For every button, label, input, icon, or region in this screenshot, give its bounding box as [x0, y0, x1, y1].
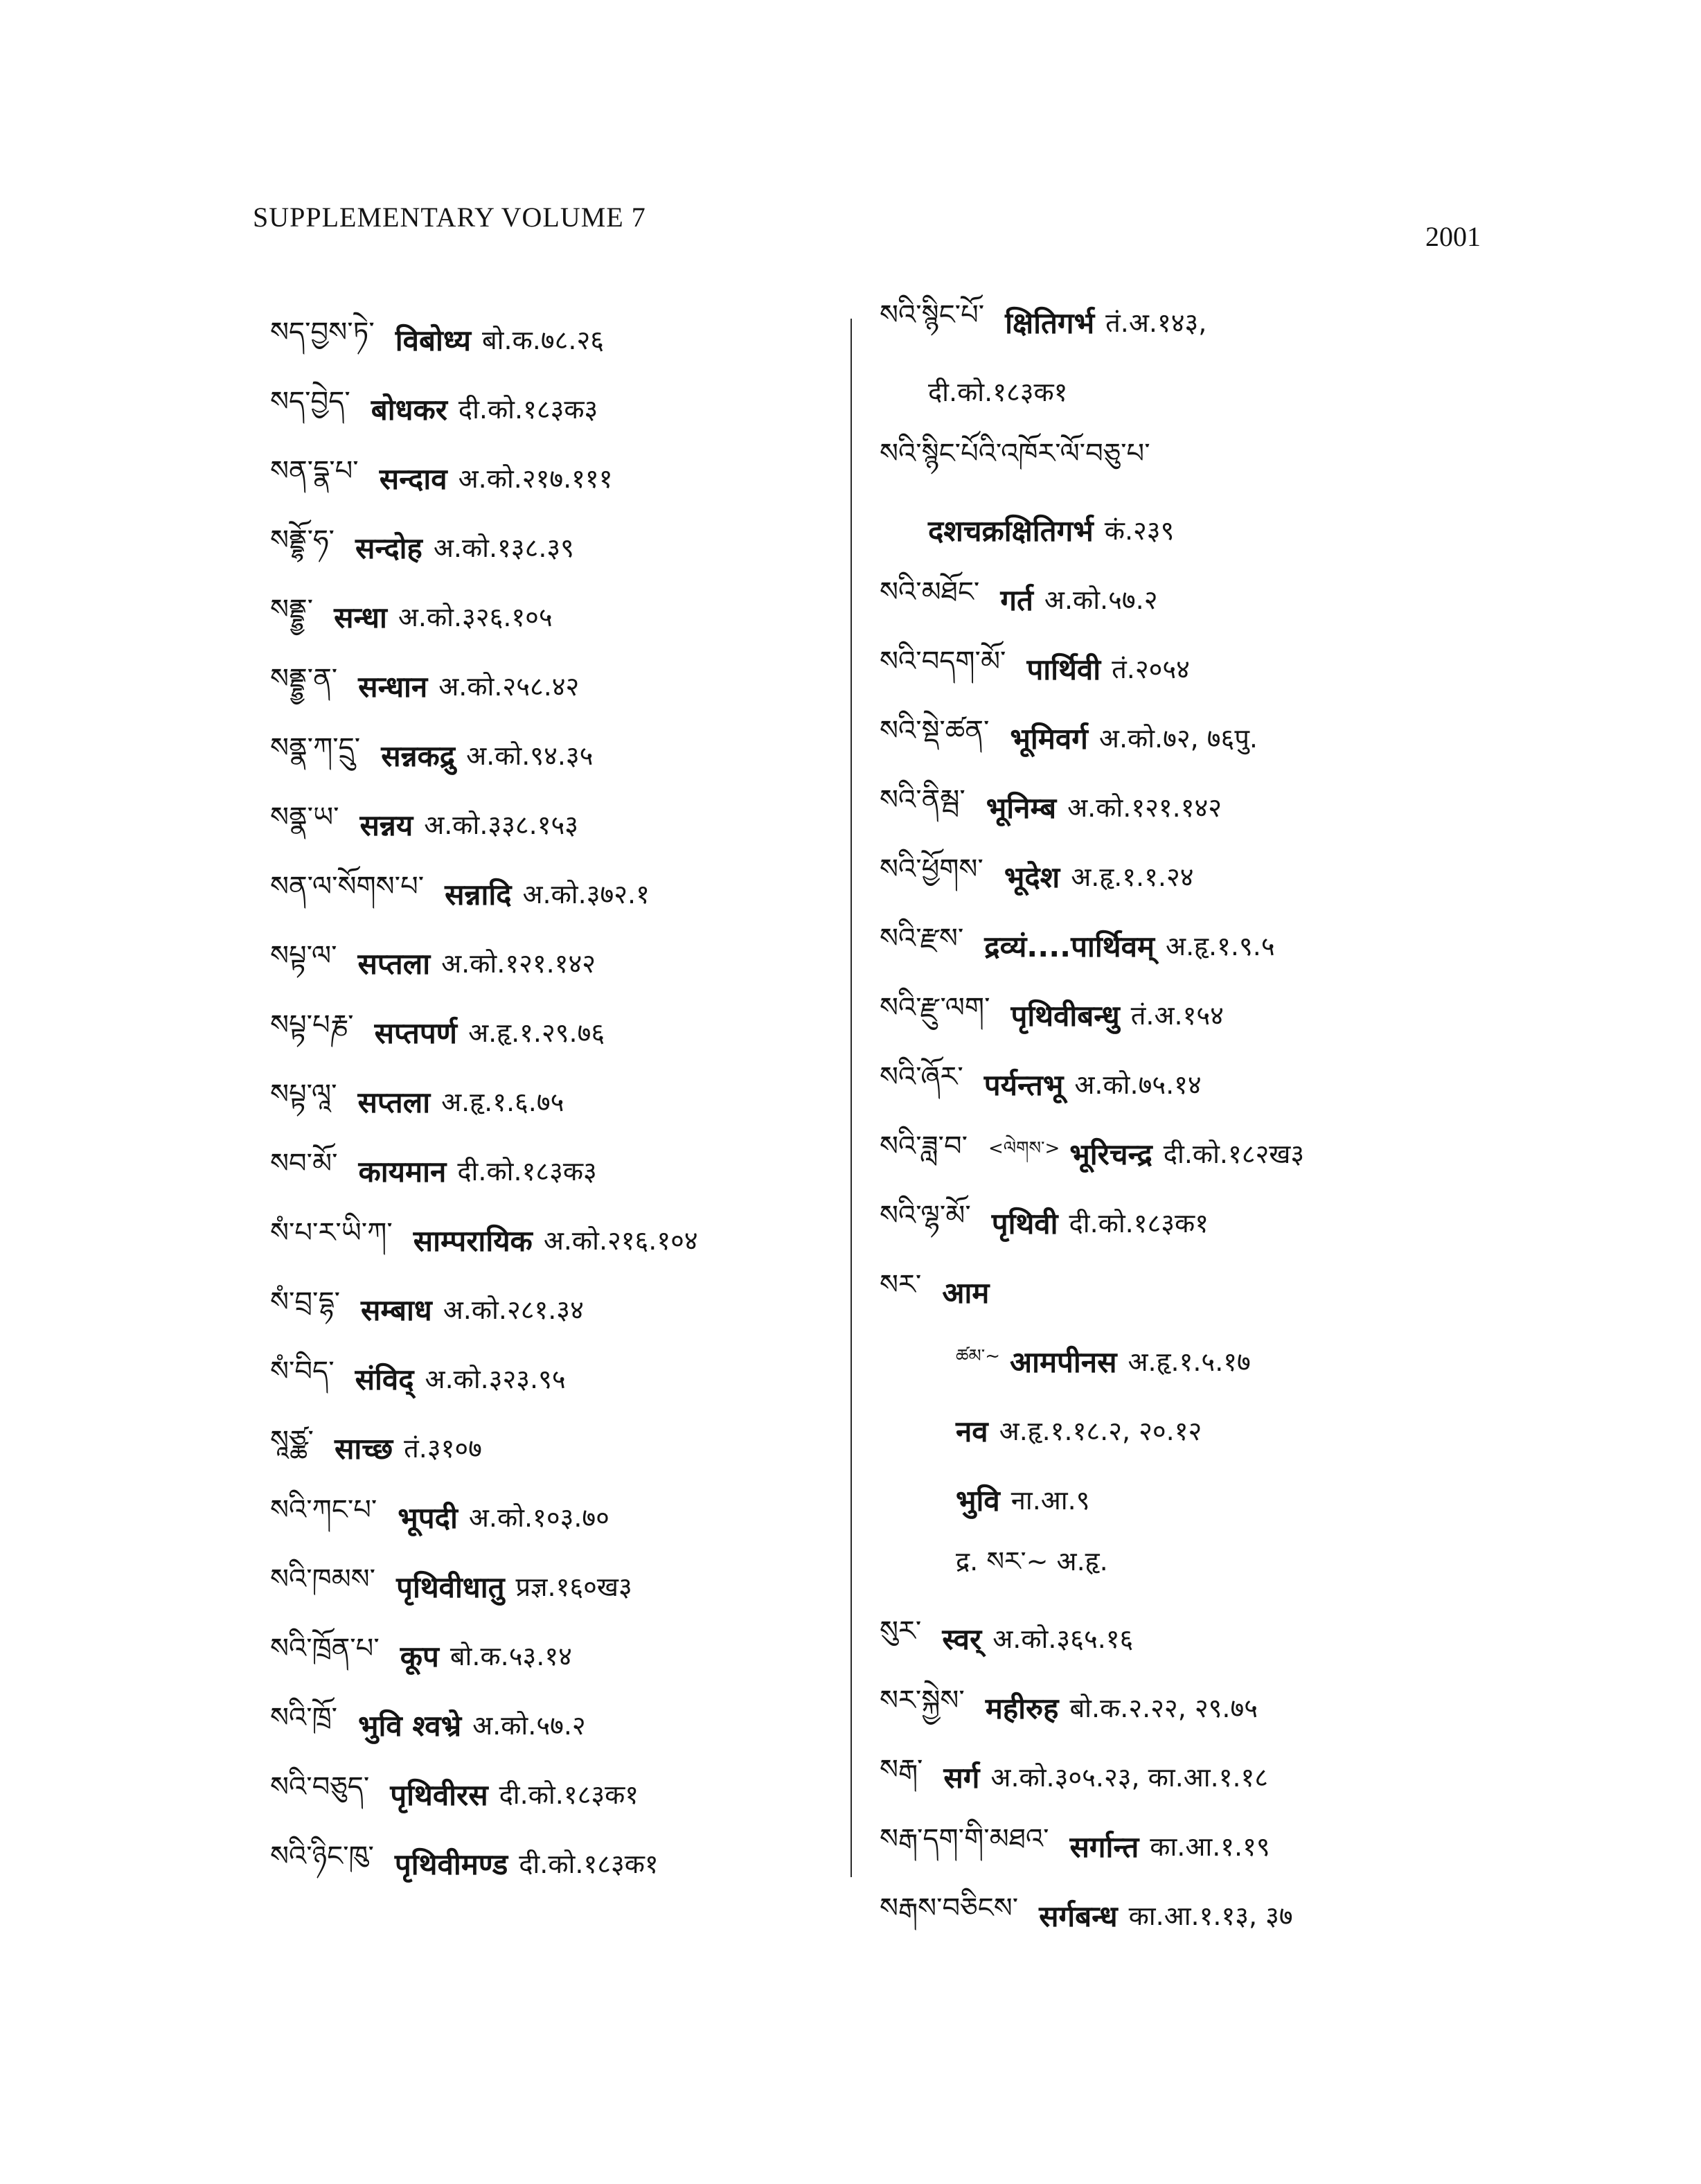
entry [880, 1604, 1489, 1673]
sanskrit-term: आमपीनस [1010, 1344, 1117, 1379]
entry [270, 374, 845, 443]
entry [270, 928, 845, 997]
reference: अ.को.१२१.१४२ [1067, 792, 1222, 823]
tibetan-term: སར་སྐྱེས་ [880, 1684, 965, 1716]
sanskrit-term: क्षितिगर्भ [1005, 305, 1095, 340]
tibetan-term: སའི་ཉིང་ཁུ་ [270, 1840, 374, 1872]
tibetan-term: སའི་མཐོང་ [880, 576, 980, 608]
tibetan-term: སནྣ་ཀ་དྲུ་ [270, 731, 361, 764]
reference: तं.अ.१४३, [1105, 308, 1207, 338]
sanskrit-term: पर्यन्तभू [983, 1067, 1064, 1102]
sub-entry [880, 1326, 1489, 1396]
entry [270, 1275, 845, 1344]
entry [880, 1673, 1489, 1742]
reference: अ.को.३०५.२३, का.आ.१.१८ [990, 1762, 1269, 1793]
tibetan-term: སའི་སྙིང་པོ་ [880, 299, 985, 331]
tibetan-term: སཱཙྪ་ [270, 1424, 314, 1457]
reference: कं.२३९ [1104, 515, 1175, 546]
entry [880, 1881, 1489, 1950]
sanskrit-term: दशचक्रक्षितिगर्भ [928, 513, 1094, 548]
sanskrit-term: सप्तला [357, 1085, 431, 1119]
page-number: 2001 [1425, 221, 1481, 252]
tibetan-term: སའི་ལྷ་མོ་ [880, 1199, 971, 1232]
tibetan-term: སའི་རྫས་ [880, 922, 964, 955]
entry [270, 582, 845, 651]
sanskrit-term: सन्नय [359, 808, 413, 842]
sanskrit-term: गर्त [1000, 583, 1033, 617]
sanskrit-term: संविद् [355, 1362, 414, 1396]
tibetan-term: སའི་ནིམྦ་ [880, 783, 965, 816]
sanskrit-term: पार्थिवी [1026, 652, 1101, 686]
entry [270, 443, 845, 513]
entry [270, 1690, 845, 1759]
sanskrit-term: पृथिवी [991, 1206, 1058, 1241]
reference: दी.को.१८३क१ [928, 377, 1068, 407]
tibetan-term: སའི་ཁྲོ་ [270, 1701, 337, 1734]
tibetan-term: སའི་ཟླ་བ་ [880, 1130, 968, 1162]
entry [270, 1552, 845, 1621]
reference: अ.हृ.१.१.२४ [1071, 862, 1194, 892]
reference: अ.हृ.१.१८.२, २०.१२ [999, 1416, 1202, 1446]
sanskrit-term: साच्छ [334, 1431, 393, 1466]
entry [880, 980, 1489, 1049]
reference: दी.को.१८३क३ [458, 394, 598, 425]
sanskrit-term: भूपदी [398, 1500, 458, 1535]
reference: अ.को.२८१.३४ [443, 1295, 584, 1325]
tibetan-term: སཾ་བིད་ [270, 1355, 335, 1387]
entry [270, 1344, 845, 1413]
reference: अ.को.५७.२ [1044, 585, 1158, 615]
entry [880, 1049, 1489, 1119]
source-note: <ལེགས་> [988, 1137, 1060, 1159]
tibetan-term: སནྡྷོ་ཧ་ [270, 524, 335, 556]
tibetan-term: སའི་ཀང་པ་ [270, 1493, 377, 1526]
entry [270, 1067, 845, 1136]
entry [270, 1621, 845, 1690]
entry [880, 772, 1489, 842]
entry [880, 703, 1489, 772]
reference: अ.को.३२६.१०५ [398, 602, 553, 632]
entry [270, 1482, 845, 1552]
sanskrit-term: पृथिवीमण्ड [394, 1847, 508, 1881]
reference: का.आ.१.१३, ३७ [1128, 1901, 1293, 1931]
entry [880, 842, 1489, 911]
reference: दी.को.१८३क१ [499, 1779, 639, 1810]
reference: बो.क.२.२२, २९.७५ [1069, 1693, 1258, 1723]
sanskrit-term: भूरिचन्द्र [1069, 1137, 1152, 1171]
tibetan-term: སའི་ཞོར་ [880, 1060, 963, 1093]
entry-continuation [880, 495, 1489, 565]
compound-marker: ཚམ་~ [956, 1345, 1001, 1367]
reference: अ.को.२५८.४२ [438, 671, 580, 702]
sanskrit-term: पृथिवीबन्धु [1010, 998, 1120, 1033]
entry [880, 911, 1489, 980]
tibetan-term: སའི་སྙིང་པོའི་འཁོར་ལོ་བཅུ་པ་ [880, 437, 1150, 470]
sanskrit-term: सर्ग [943, 1760, 980, 1795]
running-head: SUPPLEMENTARY VOLUME 7 [253, 202, 646, 233]
tibetan-term: སརྒ་ [880, 1753, 923, 1786]
tibetan-term: སའི་བཅུད་ [270, 1770, 370, 1803]
sanskrit-term: भूनिम्ब [986, 790, 1057, 825]
entry [880, 1119, 1489, 1188]
reference: अ.को.७५.१४ [1074, 1069, 1202, 1100]
entry [270, 513, 845, 582]
sub-entry [880, 1465, 1489, 1534]
entry [880, 1811, 1489, 1881]
sanskrit-term: भूदेश [1004, 860, 1060, 894]
reference: अ.को.५७.२ [472, 1710, 586, 1741]
reference: अ.को.७२, ७६पु. [1098, 723, 1258, 754]
sanskrit-term: सन्दोह [355, 531, 422, 565]
sanskrit-term: नव [956, 1414, 988, 1448]
reference: ना.आ.९ [1010, 1485, 1090, 1516]
entry [880, 287, 1489, 357]
sanskrit-term: महीरुह [985, 1691, 1059, 1725]
entry [880, 1742, 1489, 1811]
tibetan-term: སཔྟ་ལཱ་ [270, 1078, 337, 1110]
tibetan-term: སར་ [880, 1268, 922, 1301]
sanskrit-term: पृथिवीधातु [396, 1570, 505, 1604]
tibetan-term: སནྡྷྱ་ [270, 593, 314, 625]
sanskrit-term: भुवि श्वभ्रे [358, 1708, 462, 1743]
reference: अ.को.२१७.१११ [458, 463, 613, 494]
sanskrit-term: सम्बाध [361, 1293, 432, 1327]
reference: अ.को.३६५.१६ [992, 1624, 1134, 1654]
tibetan-term: སུར་ [880, 1615, 922, 1647]
tibetan-term: སཔྟ་པརྞ་ [270, 1009, 354, 1041]
sanskrit-term: द्रव्यं....पार्थिवम् [984, 929, 1155, 964]
sanskrit-term: सन्धा [334, 600, 387, 634]
entry [270, 997, 845, 1067]
reference: अ.को.२१६.१०४ [543, 1225, 698, 1256]
sub-entry [880, 1534, 1489, 1604]
sanskrit-term: सर्गबन्ध [1039, 1899, 1118, 1933]
entry [880, 565, 1489, 634]
reference: दी.को.१८३क१ [1069, 1208, 1209, 1239]
sanskrit-term: कायमान [358, 1154, 447, 1189]
column-divider [850, 319, 852, 1877]
right-column [880, 287, 1489, 1950]
tibetan-term: སའི་ཁམས་ [270, 1563, 376, 1595]
reference: का.आ.१.१९ [1150, 1831, 1270, 1862]
sanskrit-term: सन्दाव [379, 461, 447, 496]
reference: अ.को.९४.३५ [466, 740, 594, 771]
entry [880, 426, 1489, 495]
sanskrit-term: सन्धान [358, 669, 428, 704]
sanskrit-term: भुवि [956, 1483, 1000, 1518]
sanskrit-term: सन्नकद्रु [381, 738, 456, 773]
tibetan-term: སད་བྱེད་ [270, 385, 350, 418]
tibetan-term: སརྒ་དག་གི་མཐའ་ [880, 1822, 1049, 1855]
entry [270, 651, 845, 720]
reference: अ.को.१२१.१४२ [441, 948, 596, 979]
tibetan-term: སད་བྱས་ཏེ་ [270, 316, 375, 348]
entry [880, 1188, 1489, 1257]
reference: अ.हृ.१.९.५ [1166, 931, 1275, 961]
entry [270, 305, 845, 374]
cross-reference: द्र. སར་~ अ.हृ. [956, 1545, 1108, 1577]
tibetan-term: སན་ལ་སོགས་པ་ [270, 870, 425, 903]
tibetan-term: སཔྟ་ལ་ [270, 939, 337, 972]
entry [270, 790, 845, 859]
sanskrit-term: सन्नादि [445, 877, 512, 912]
sanskrit-term: आम [942, 1275, 990, 1310]
sanskrit-term: कूप [400, 1639, 439, 1673]
sanskrit-term: भूमिवर्ग [1010, 721, 1088, 756]
sanskrit-term: सर्गान्त [1069, 1829, 1139, 1864]
reference: दी.को.१८३क१ [519, 1849, 659, 1879]
sanskrit-term: सप्तला [357, 946, 431, 981]
reference: दी.को.१८३क३ [457, 1156, 597, 1187]
entry [270, 720, 845, 790]
entry [270, 1136, 845, 1205]
entry [270, 1413, 845, 1482]
tibetan-term: སན་དྣ་པ་ [270, 454, 359, 487]
reference: अ.हृ.१.५.१७ [1128, 1347, 1251, 1377]
tibetan-term: སའི་ཕྱོགས་ [880, 853, 983, 885]
entry [880, 634, 1489, 703]
tibetan-term: སཾ་པ་ར་ཡི་ཀ་ [270, 1216, 393, 1249]
tibetan-term: སརྒས་བཅིངས་ [880, 1892, 1019, 1924]
reference: अ.को.३७२.१ [522, 879, 650, 909]
reference: अ.को.१०३.७० [468, 1502, 609, 1533]
reference: अ.को.१३८.३९ [433, 533, 574, 563]
sub-entry [880, 1396, 1489, 1465]
reference: तं.३१०७ [404, 1433, 482, 1464]
reference: प्रज्ञ.१६०ख३ [515, 1572, 632, 1602]
sanskrit-term: बोधकर [371, 392, 447, 427]
reference: अ.हृ.१.६.७५ [441, 1087, 564, 1117]
tibetan-term: སནྡྷྱ་ན་ [270, 662, 338, 695]
reference: बो.क.५३.१४ [449, 1641, 572, 1671]
left-column [270, 305, 845, 1898]
sanskrit-term: सप्तपर्ण [374, 1015, 458, 1050]
sanskrit-term: स्वर् [942, 1622, 982, 1656]
sanskrit-term: पृथिवीरस [390, 1777, 488, 1812]
tibetan-term: སའི་རྫུ་ལག་ [880, 991, 990, 1024]
sanskrit-term: साम्परायिक [413, 1223, 533, 1258]
reference: अ.हृ.१.२९.७६ [468, 1018, 605, 1048]
tibetan-term: སའི་བདག་མོ་ [880, 645, 1006, 677]
reference: अ.को.३३८.१५३ [424, 810, 579, 840]
entry-continuation [880, 357, 1489, 426]
reference: दी.को.१८२ख३ [1163, 1139, 1305, 1169]
tibetan-term: སནྣ་ཡ་ [270, 801, 339, 833]
tibetan-term: སབ་མོ་ [270, 1147, 338, 1180]
entry [270, 1759, 845, 1829]
entry [880, 1257, 1489, 1326]
tibetan-term: སའི་སྡེ་ཚན་ [880, 714, 990, 747]
entry [270, 1829, 845, 1898]
sanskrit-term: विबोध्य [395, 323, 471, 357]
reference: तं.अ.१५४ [1130, 1000, 1224, 1031]
reference: अ.को.३२३.९५ [425, 1364, 566, 1394]
entry [270, 1205, 845, 1275]
tibetan-term: སཾ་བྲ་དྷ་ [270, 1286, 340, 1318]
reference: बो.क.७८.२६ [481, 325, 604, 355]
tibetan-term: སའི་ཁྲོན་པ་ [270, 1632, 380, 1664]
entry [270, 859, 845, 928]
reference: तं.२०५४ [1112, 654, 1190, 684]
